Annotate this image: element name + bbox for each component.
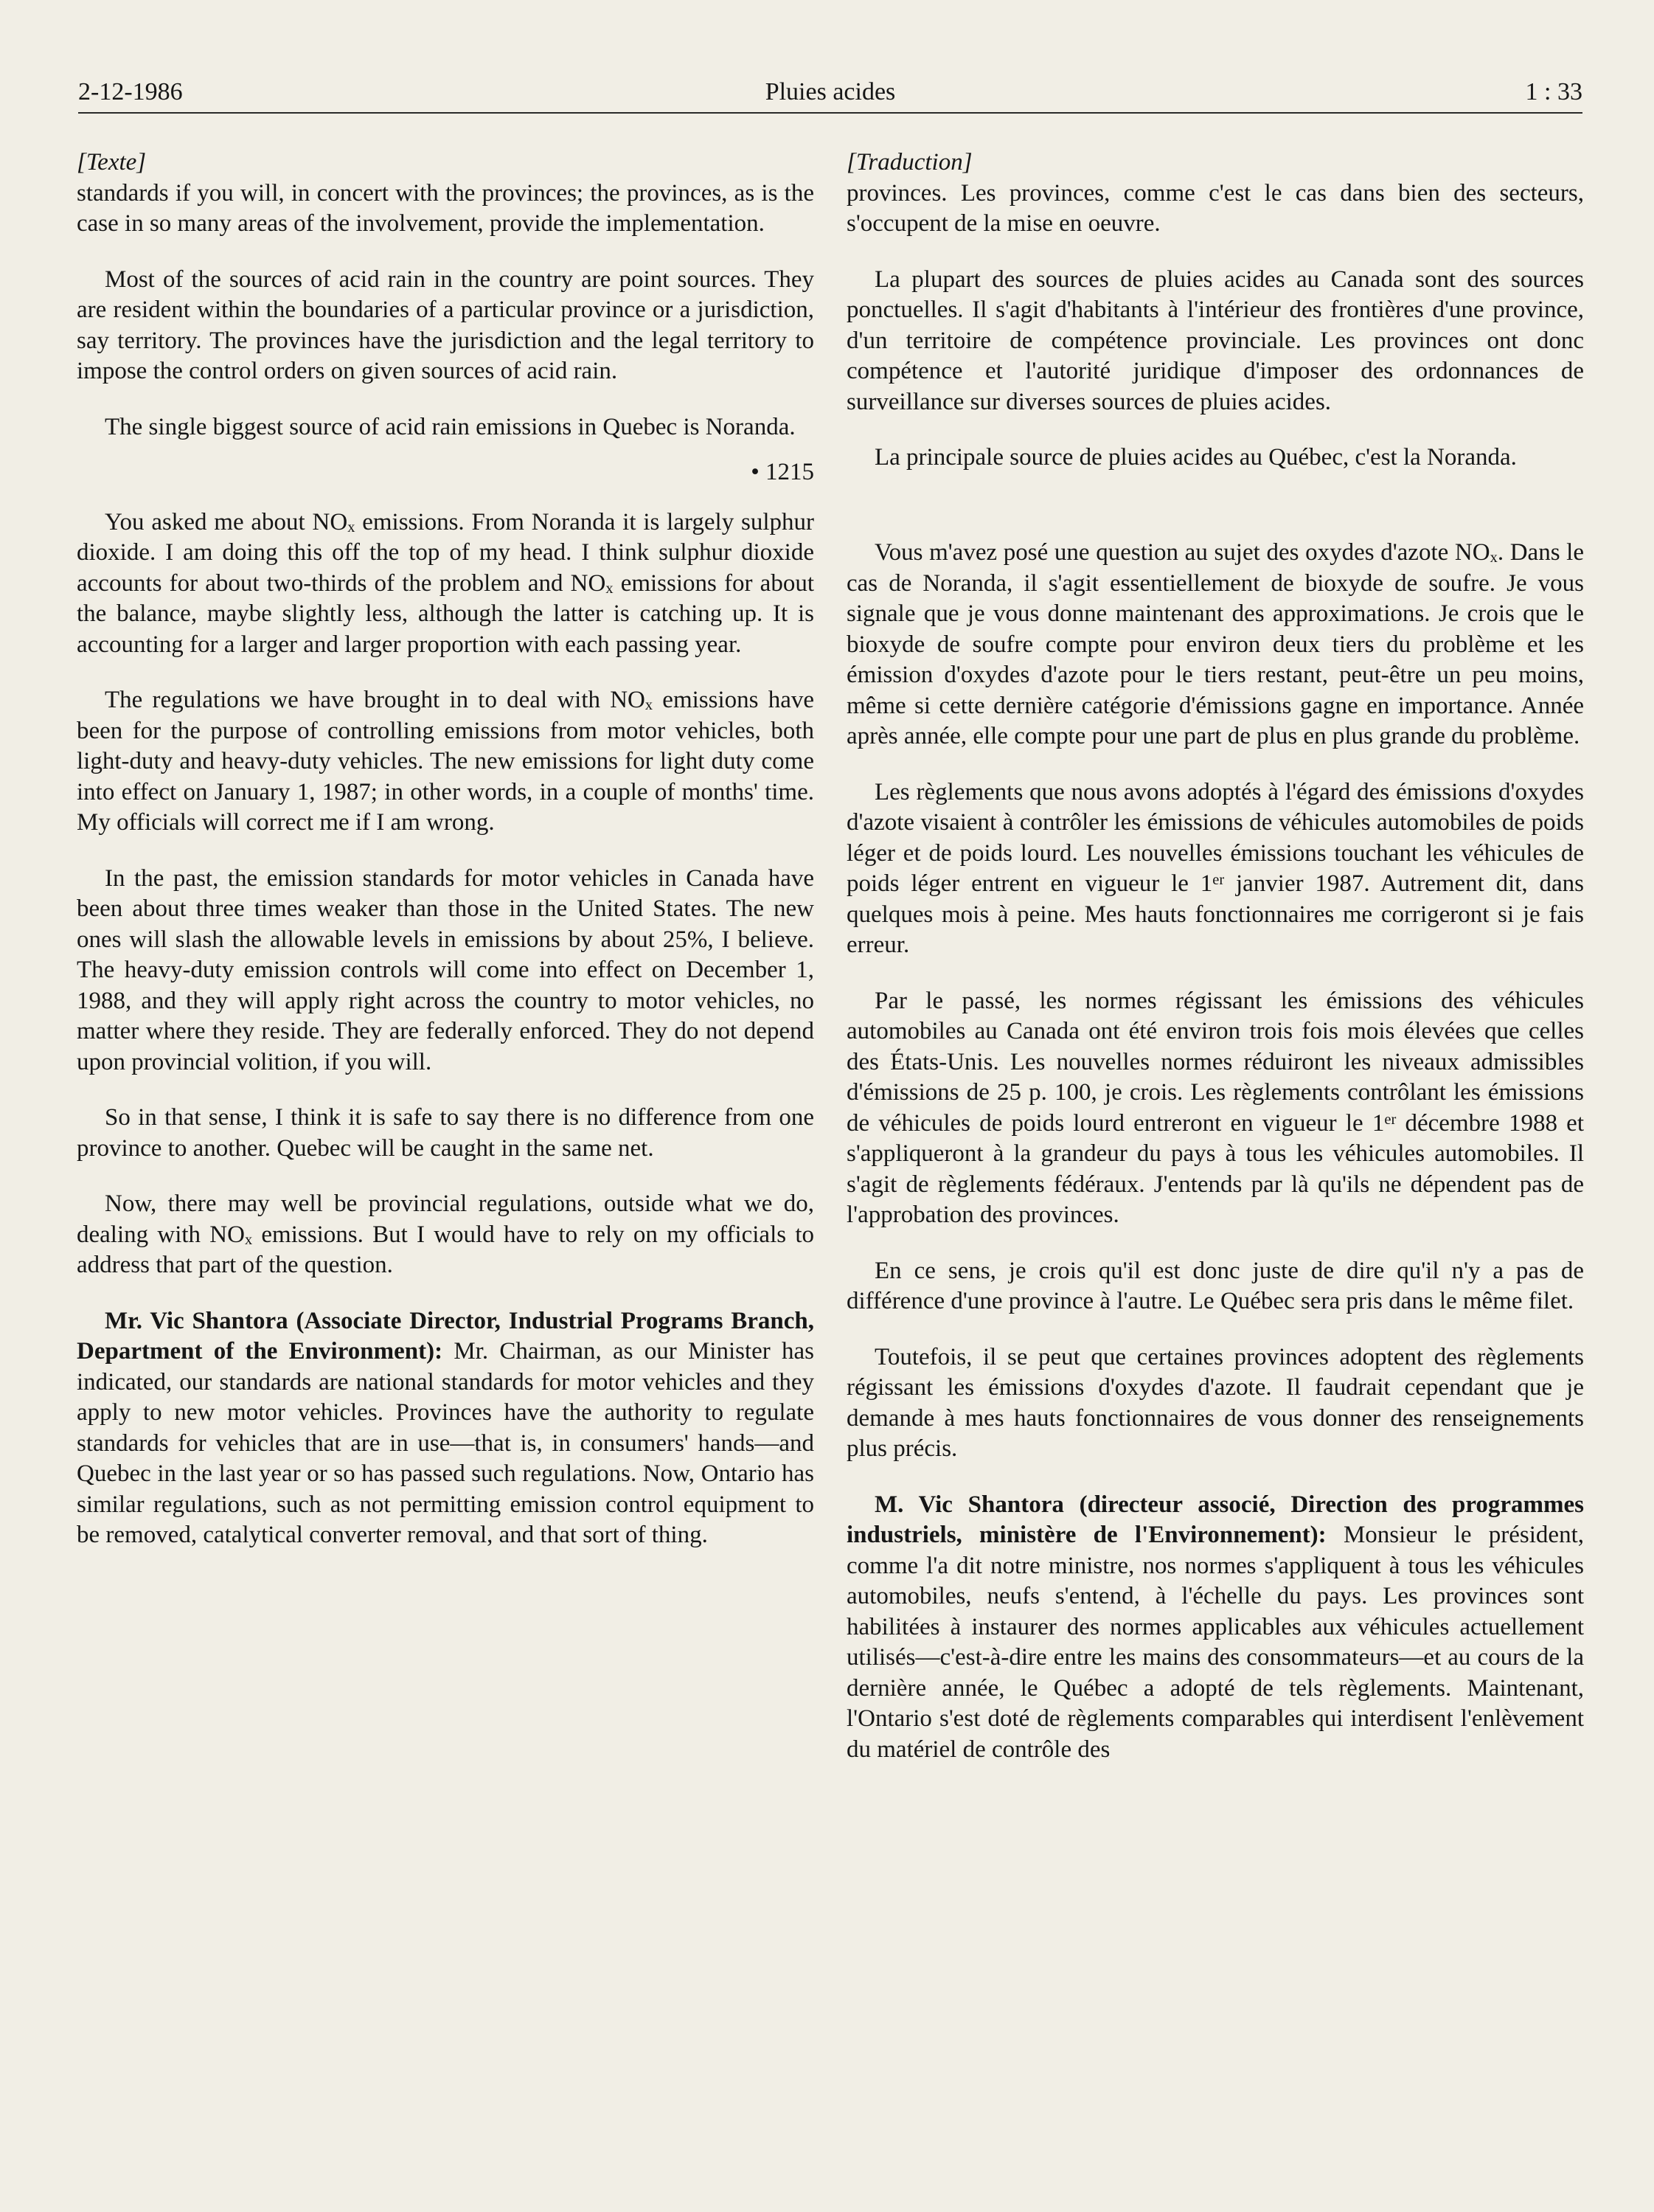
speaker-name: Mr. Vic Shantora (Associate Director, Industrial Programs Branch, Department of the Environment): xyxy=(77,1307,814,1365)
time-marker-spacer xyxy=(847,488,1584,519)
speaker-name: M. Vic Shantora (directeur associé, Direction des programmes industriels, ministère de l'Environnement): xyxy=(847,1491,1584,1548)
paragraph: You asked me about $NO_x$ emissions. From Noranda it is largely sulphur dioxide. I am doing this off the top of my head. I think sulphur dioxide accounts for about two-thirds of the problem and $NO_x$ emissions for about the balance, maybe slightly less, although the latter is catching up. It is accounting for a larger and larger proportion with each passing year. xyxy=(77,508,814,658)
paragraph: Les règlements que nous avons adoptés à l'égard des émissions d'oxydes d'azote visaient à contrôler les émissions de véhicules automobiles de poids léger et de poids lourd. Les nouvelles émissions touchant les véhicules de poids léger entrent en vigueur le 1er janvier 1987. Autrement dit, dans quelques mois à peine. Mes hauts fonctionnaires me corrigeront si je fais erreur. xyxy=(847,778,1584,958)
paragraph: Vous m'avez posé une question au sujet des oxydes d'azote $NO_x$. Dans le cas de Noranda, il s'agit essentiellement de bioxyde de soufre. Je vous signale que je vous donne maintenant des approximations. Je crois que le bioxyde de soufre compte pour environ deux tiers du problème et les émission d'oxydes d'azote pour le tiers restant, peut-être un peu moins, même si cette dernière catégorie d'émissions gagne en importance. Année après année, elle compte pour une part de plus en plus grande du problème. xyxy=(847,539,1584,749)
french-column xyxy=(847,148,1584,1790)
paragraph: provinces. Les provinces, comme c'est le cas dans bien des secteurs, s'occupent de la mise en oeuvre. xyxy=(847,179,1584,237)
paragraph: Now, there may well be provincial regulations, outside what we do, dealing with $NO_x$ emissions. But I would have to rely on my officials to address that part of the question. xyxy=(77,1190,814,1278)
speaker-text: Mr. Chairman, as our Minister has indicated, our standards are national standards for motor vehicles and they apply to new motor vehicles. Provinces have the authority to regulate standards for vehicles that are in use—that is, in consumers' hands—and Quebec in the last year or so has passed such regulations. Now, Ontario has similar regulations, such as not permitting emission control equipment to be removed, catalytical converter removal, and that sort of thing. xyxy=(77,1338,815,1548)
page-date: 2-12-1986 xyxy=(78,78,183,105)
paragraph: Most of the sources of acid rain in the country are point sources. They are resident within the boundaries of a particular province or a jurisdiction, say territory. The provinces have the jurisdiction and the legal territory to impose the control orders on given sources of acid rain. xyxy=(77,266,814,384)
english-column xyxy=(77,148,814,1576)
paragraph: In the past, the emission standards for motor vehicles in Canada have been about three times weaker than those in the United States. The new ones will slash the allowable levels in emissions by about 25%, I believe. The heavy-duty emission controls will come into effect on December 1, 1988, and they will apply right across the country to motor vehicles, no matter where they reside. They are federally enforced. They do not depend upon provincial volition, if you will. xyxy=(77,864,814,1075)
page-number: 1 : 33 xyxy=(1525,78,1582,105)
paragraph: standards if you will, in concert with the provinces; the provinces, as is the case in so many areas of the involvement, provide the implementation. xyxy=(77,179,814,237)
paragraph: La plupart des sources de pluies acides au Canada sont des sources ponctuelles. Il s'agit d'habitants à l'intérieur des frontières d'une province, d'un territoire de compétence provinciale. Les provinces ont donc compétence et l'autorité juridique d'imposer des ordonnances de surveillance sur diverses sources de pluies acides. xyxy=(847,266,1584,415)
speaker-paragraph xyxy=(77,1306,814,1551)
time-marker: • 1215 xyxy=(751,459,814,485)
page-title: Pluies acides xyxy=(765,78,896,105)
page-header xyxy=(78,72,1582,114)
paragraph: So in that sense, I think it is safe to say there is no difference from one province to another. Quebec will be caught in the same net. xyxy=(77,1104,814,1162)
paragraph: En ce sens, je crois qu'il est donc juste de dire qu'il n'y a pas de différence d'une province à l'autre. Le Québec sera pris dans le même filet. xyxy=(847,1257,1584,1314)
speaker-text: Monsieur le président, comme l'a dit notre ministre, nos normes s'appliquent à tous les véhicules automobiles, neufs s'entend, à l'échelle du pays. Les provinces sont habilitées à instaurer des normes applicables aux véhicules actuellement utilisés—c'est-à-dire entre les mains des consommateurs—et au cours de la dernière année, le Québec a adopté de tels règlements. Maintenant, l'Ontario s'est doté de règlements comparables qui interdisent l'enlèvement du matériel de contrôle des xyxy=(847,1522,1584,1763)
paragraph: The single biggest source of acid rain emissions in Quebec is Noranda. xyxy=(105,413,796,440)
paragraph: Toutefois, il se peut que certaines provinces adoptent des règlements régissant les émissions d'oxydes d'azote. Il faudrait cependant que je demande à mes hauts fonctionnaires de vous donner des renseignements plus précis. xyxy=(847,1343,1584,1462)
section-label-texte: [Texte] xyxy=(77,149,147,176)
speaker-paragraph xyxy=(847,1490,1584,1766)
paragraph: The regulations we have brought in to deal with $NO_x$ emissions have been for the purpose of controlling emissions from motor vehicles, both light-duty and heavy-duty vehicles. The new emissions for light duty come into effect on January 1, 1987; in other words, in a couple of months' time. My officials will correct me if I am wrong. xyxy=(77,687,814,836)
paragraph: Par le passé, les normes régissant les émissions des véhicules automobiles au Canada ont été environ trois fois mois élevées que celles des États-Unis. Les nouvelles normes réduiront les niveaux admissibles d'émissions de 25 p. 100, je crois. Les règlements contrôlant les émissions de véhicules de poids lourd entreront en vigueur le 1er décembre 1988 et s'appliqueront à la grandeur du pays à tous les véhicules automobiles. Il s'agit de règlements fédéraux. J'entends par là qu'ils ne dépendent pas de l'approbation des provinces. xyxy=(847,987,1585,1228)
section-label-traduction: [Traduction] xyxy=(847,149,973,176)
paragraph: La principale source de pluies acides au Québec, c'est la Noranda. xyxy=(875,444,1517,471)
